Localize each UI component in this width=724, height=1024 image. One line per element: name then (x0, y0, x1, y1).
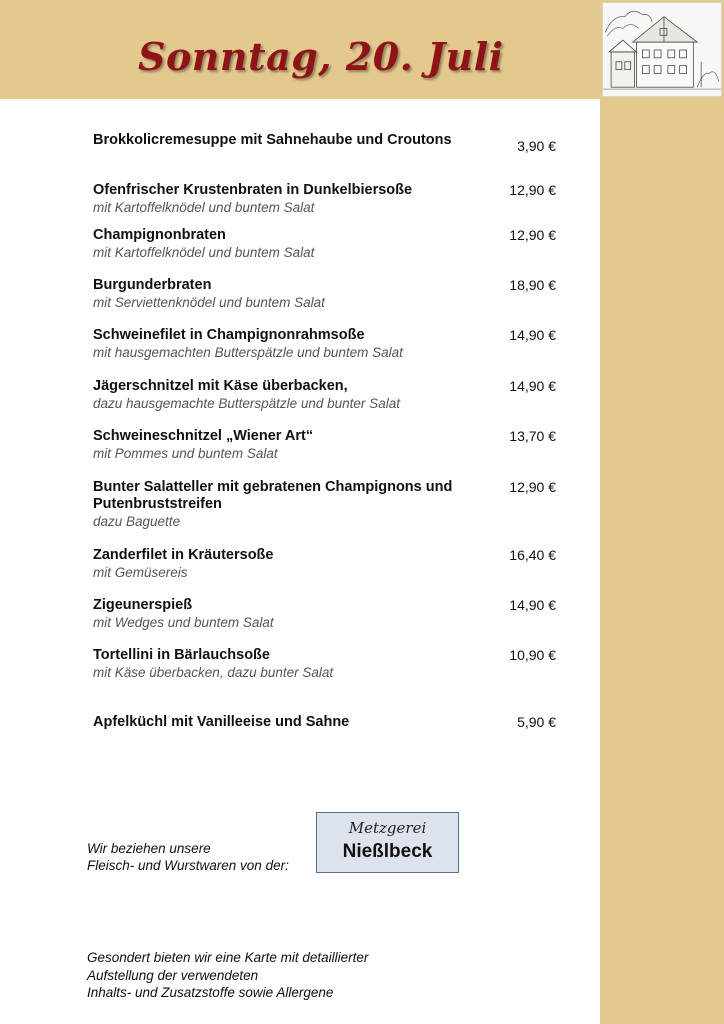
item-description: mit Gemüsereis (93, 565, 188, 580)
supplier-line-2: Fleisch- und Wurstwaren von der: (87, 858, 289, 873)
item-price: 12,90 € (509, 479, 556, 495)
item-description: dazu Baguette (93, 514, 181, 529)
item-price: 12,90 € (509, 227, 556, 243)
item-price: 13,70 € (509, 428, 556, 444)
footer-line-1: Gesondert bieten wir eine Karte mit detaillierter (87, 950, 369, 965)
menu-item-krustenbraten (93, 182, 563, 216)
menu-item-zanderfilet (93, 547, 563, 581)
house-sketch-icon (603, 3, 721, 96)
house-sketch-image (602, 2, 722, 97)
item-price: 14,90 € (509, 378, 556, 394)
item-description: mit Käse überbacken, dazu bunter Salat (93, 665, 334, 680)
item-price: 5,90 € (517, 714, 556, 730)
item-name: Schweineschnitzel „Wiener Art“ (93, 428, 314, 444)
item-name: Zigeunerspieß (93, 597, 193, 613)
menu-item-jaegerschnitzel (93, 378, 563, 412)
item-price: 14,90 € (509, 327, 556, 343)
supplier-subtitle: Metzgerei (348, 819, 427, 837)
menu-item-zigeunerspiess (93, 597, 563, 631)
allergen-note (87, 949, 368, 1002)
item-name: Zanderfilet in Kräutersoße (93, 547, 274, 563)
item-description: mit hausgemachten Butterspätzle und buntem Salat (93, 345, 403, 360)
item-name: Apfelküchl mit Vanilleeise und Sahne (93, 714, 350, 730)
item-description: mit Pommes und buntem Salat (93, 446, 278, 461)
item-name: Burgunderbraten (93, 277, 212, 293)
item-description: mit Wedges und buntem Salat (93, 615, 274, 630)
item-name: Tortellini in Bärlauchsoße (93, 647, 270, 663)
supplier-name: Nießlbeck (342, 841, 433, 862)
item-description: mit Serviettenknödel und buntem Salat (93, 295, 325, 310)
item-name: Schweinefilet in Champignonrahmsoße (93, 327, 365, 343)
item-price: 12,90 € (509, 182, 556, 198)
footer-line-2: Aufstellung der verwendeten (87, 967, 259, 983)
item-description: dazu hausgemachte Butterspätzle und bunter Salat (93, 396, 400, 411)
menu-item-burgunderbraten (93, 277, 563, 311)
item-price: 18,90 € (509, 277, 556, 293)
item-price: 14,90 € (509, 597, 556, 613)
item-price: 16,40 € (509, 547, 556, 563)
supplier-note (87, 840, 289, 874)
footer-line-3: Inhalts- und Zusatzstoffe sowie Allergene (87, 985, 334, 1000)
item-name: Ofenfrischer Krustenbraten in Dunkelbiersoße (93, 182, 413, 198)
supplier-line-1: Wir beziehen unsere (87, 841, 211, 856)
supplier-logo-box (316, 812, 459, 873)
menu-item-schweinefilet (93, 327, 563, 361)
item-price: 3,90 € (517, 138, 556, 154)
item-name: Champignonbraten (93, 227, 226, 243)
menu-item-apfelkuechl (93, 714, 563, 731)
item-name: Jägerschnitzel mit Käse überbacken, (93, 378, 348, 394)
item-description: mit Kartoffelknödel und buntem Salat (93, 245, 315, 260)
menu-item-tortellini (93, 647, 563, 681)
menu-item-wiener-art (93, 428, 563, 462)
menu-item-champignonbraten (93, 227, 563, 261)
item-name: Brokkolicremesuppe mit Sahnehaube und Croutons (93, 132, 452, 148)
side-band (600, 0, 724, 1024)
item-price: 10,90 € (509, 647, 556, 663)
menu-item-salatteller (93, 479, 563, 530)
page-title: Sonntag, 20. Juli (138, 34, 504, 79)
item-description: mit Kartoffelknödel und buntem Salat (93, 200, 315, 215)
item-name: Bunter Salatteller mit gebratenen Champignons und Putenbruststreifen (93, 479, 453, 512)
